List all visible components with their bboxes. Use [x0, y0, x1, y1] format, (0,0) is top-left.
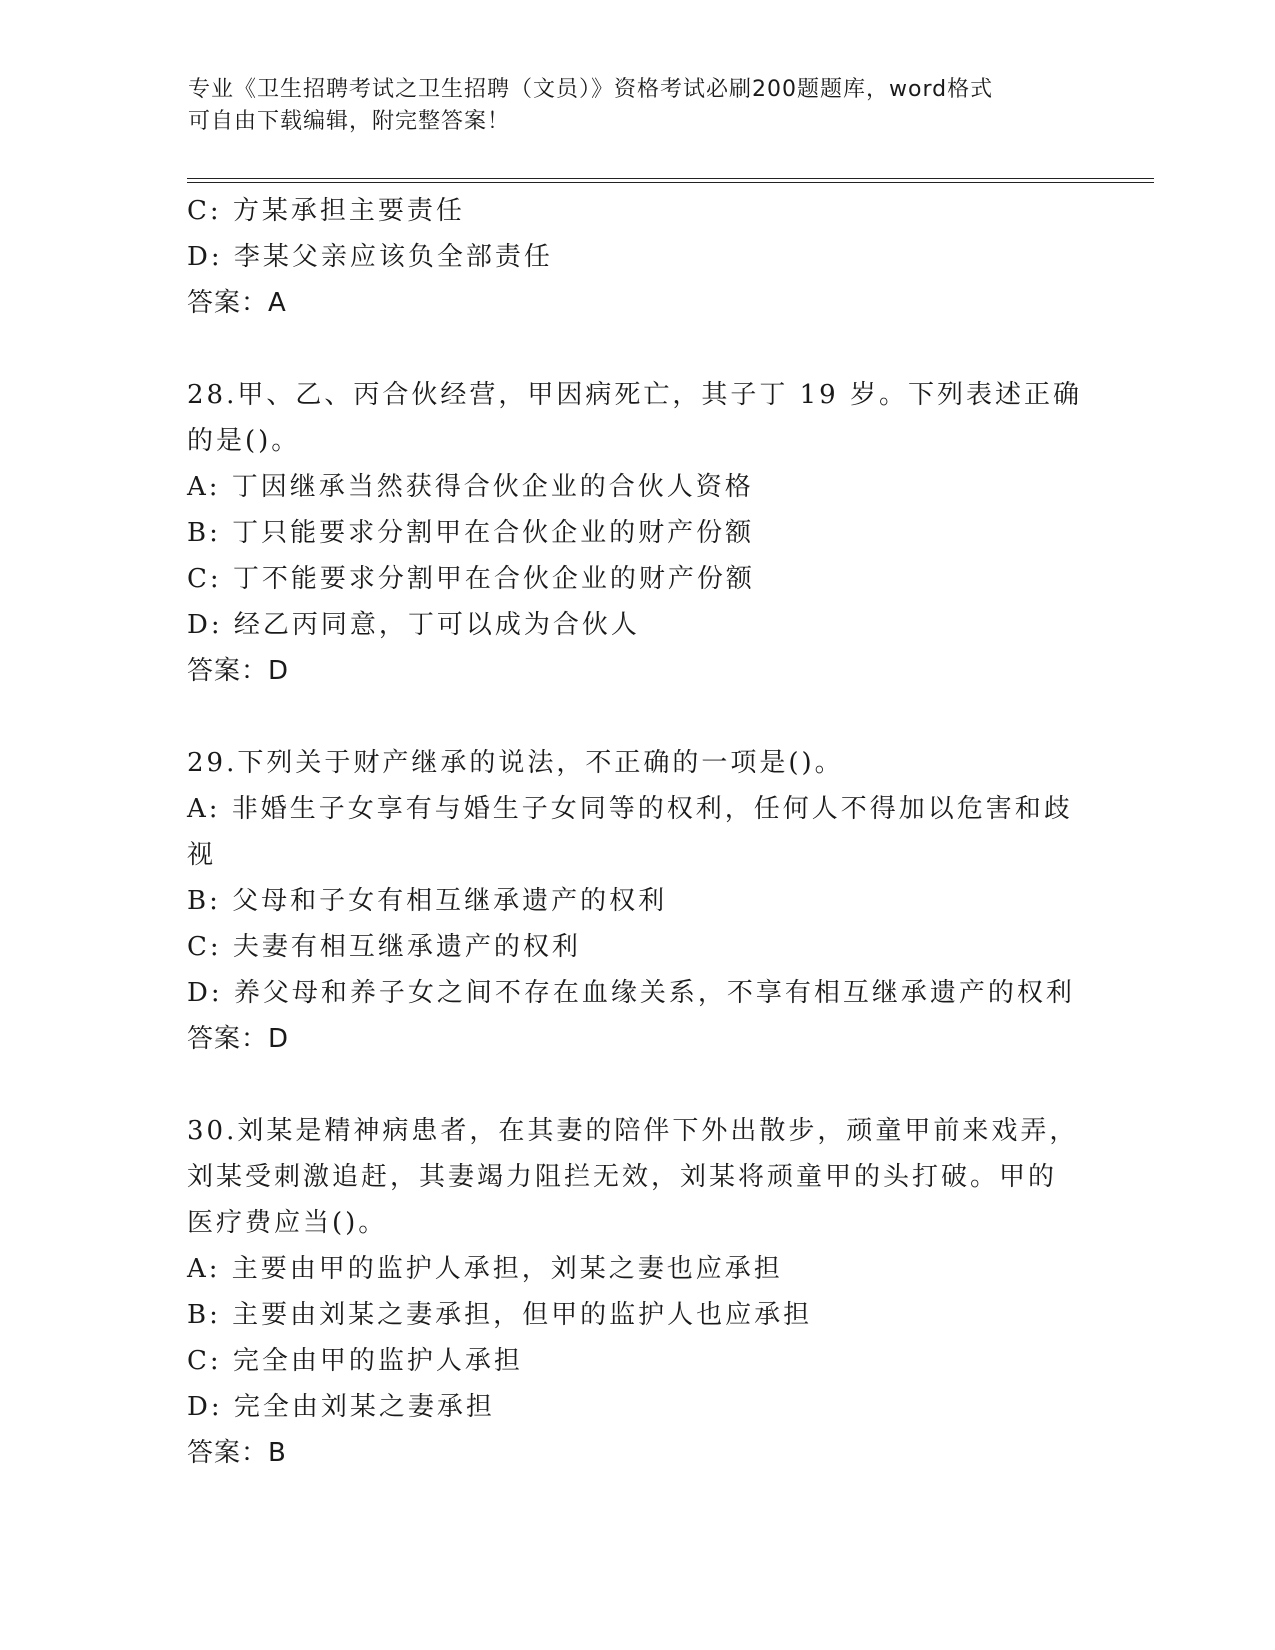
answer-line: 答案：D [187, 656, 290, 686]
option-d: D: 完全由刘某之妻承担 [187, 1392, 495, 1422]
document-body [187, 188, 1087, 1476]
question-stem-line-1: 28.甲、乙、丙合伙经营，甲因病死亡，其子丁 19 岁。下列表述正确 [187, 380, 1082, 410]
option-c: C: 方某承担主要责任 [187, 196, 465, 226]
option-c: C: 完全由甲的监护人承担 [187, 1346, 523, 1376]
header-rule-thick [187, 182, 1154, 183]
option-d: D: 李某父亲应该负全部责任 [187, 242, 553, 272]
option-b: B: 丁只能要求分割甲在合伙企业的财产份额 [187, 518, 755, 548]
option-b: B: 主要由刘某之妻承担，但甲的监护人也应承担 [187, 1300, 813, 1330]
spacer [187, 1062, 1087, 1108]
question-28 [187, 372, 1087, 694]
option-d: D: 养父母和养子女之间不存在血缘关系，不享有相互继承遗产的权利 [187, 978, 1075, 1008]
option-d: D: 经乙丙同意，丁可以成为合伙人 [187, 610, 640, 640]
option-c: C: 丁不能要求分割甲在合伙企业的财产份额 [187, 564, 755, 594]
question-stem-line-2: 的是()。 [187, 426, 301, 456]
option-a-line-2: 视 [187, 840, 217, 870]
question-27-tail [187, 188, 1087, 326]
question-30 [187, 1108, 1087, 1476]
spacer [187, 326, 1087, 372]
header-line-1: 专业《卫生招聘考试之卫生招聘（文员）》资格考试必刷200题题库，word格式 [188, 77, 994, 102]
question-29 [187, 740, 1087, 1062]
question-stem-line-2: 刘某受刺激追赶，其妻竭力阻拦无效，刘某将顽童甲的头打破。甲的 [187, 1162, 1058, 1192]
document-header [188, 74, 1088, 138]
option-a: A: 丁因继承当然获得合伙企业的合伙人资格 [187, 472, 754, 502]
option-b: B: 父母和子女有相互继承遗产的权利 [187, 886, 668, 916]
option-a-line-1: A: 非婚生子女享有与婚生子女同等的权利，任何人不得加以危害和歧 [187, 794, 1073, 824]
option-c: C: 夫妻有相互继承遗产的权利 [187, 932, 581, 962]
answer-line: 答案：B [187, 1438, 287, 1468]
option-a: A: 主要由甲的监护人承担，刘某之妻也应承担 [187, 1254, 783, 1284]
question-stem-line-1: 30.刘某是精神病患者，在其妻的陪伴下外出散步，顽童甲前来戏弄， [187, 1116, 1079, 1146]
question-stem-line-3: 医疗费应当()。 [187, 1208, 388, 1238]
header-rule-thin [187, 178, 1154, 179]
answer-line: 答案：D [187, 1024, 290, 1054]
header-line-2: 可自由下载编辑，附完整答案！ [188, 109, 511, 134]
spacer [187, 694, 1087, 740]
question-stem: 29.下列关于财产继承的说法，不正确的一项是()。 [187, 748, 844, 778]
answer-line: 答案：A [187, 288, 287, 318]
